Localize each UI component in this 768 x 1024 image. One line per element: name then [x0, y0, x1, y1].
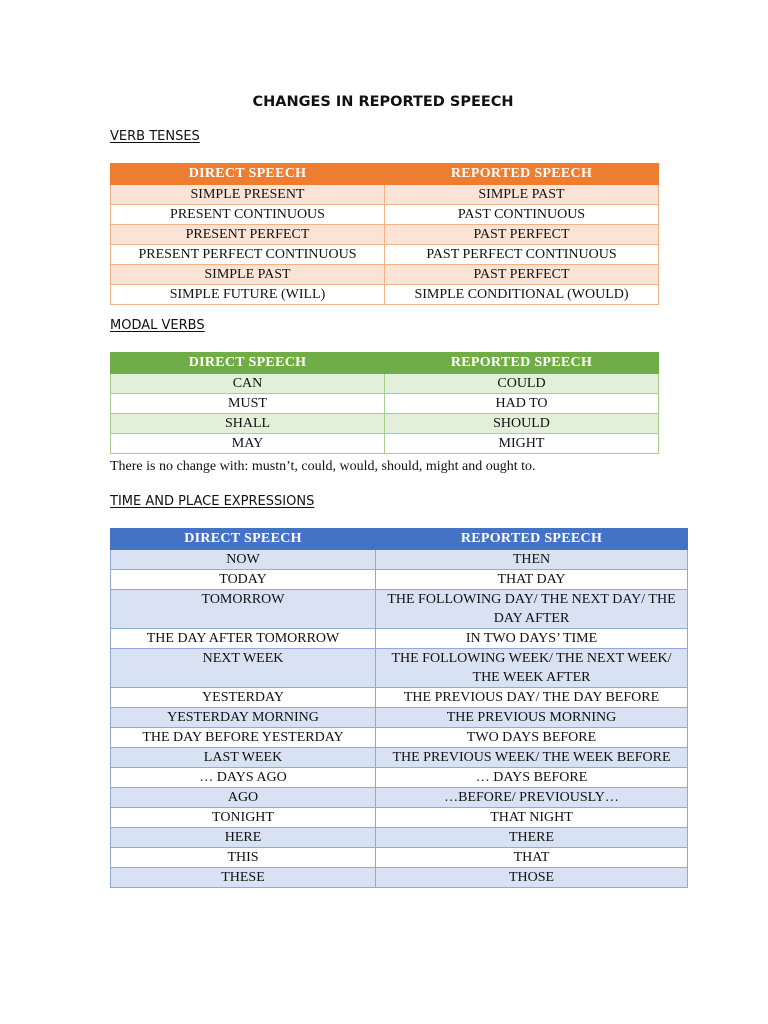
table-row [111, 394, 659, 414]
direct-cell: SIMPLE PRESENT [111, 185, 385, 205]
reported-cell: PAST PERFECT CONTINUOUS [385, 245, 659, 265]
reported-cell: THERE [376, 828, 688, 848]
table-row [111, 374, 659, 394]
column-header-direct: DIRECT SPEECH [111, 529, 376, 550]
table-row [111, 688, 688, 708]
column-header-reported: REPORTED SPEECH [385, 353, 659, 374]
table-row [111, 205, 659, 225]
table-header-row [111, 529, 688, 550]
direct-cell: TODAY [111, 570, 376, 590]
direct-cell: MUST [111, 394, 385, 414]
reported-cell: THAT DAY [376, 570, 688, 590]
reported-cell: PAST PERFECT [385, 225, 659, 245]
table-header-row [111, 164, 659, 185]
direct-cell: PRESENT PERFECT [111, 225, 385, 245]
direct-cell: TONIGHT [111, 808, 376, 828]
direct-cell: PRESENT PERFECT CONTINUOUS [111, 245, 385, 265]
time-place-table [110, 528, 688, 888]
table-row [111, 708, 688, 728]
table-row [111, 225, 659, 245]
direct-cell: NEXT WEEK [111, 649, 376, 688]
table-row [111, 868, 688, 888]
reported-cell: IN TWO DAYS’ TIME [376, 629, 688, 649]
table-row [111, 788, 688, 808]
direct-cell: THIS [111, 848, 376, 868]
direct-cell: SIMPLE PAST [111, 265, 385, 285]
table-row [111, 848, 688, 868]
table-row [111, 550, 688, 570]
table-row [111, 748, 688, 768]
direct-cell: LAST WEEK [111, 748, 376, 768]
table-row [111, 590, 688, 629]
direct-cell: TOMORROW [111, 590, 376, 629]
reported-cell: COULD [385, 374, 659, 394]
table-row [111, 265, 659, 285]
reported-cell: THAT [376, 848, 688, 868]
table-row [111, 185, 659, 205]
modal-note: There is no change with: mustn’t, could, would, should, might and ought to. [110, 459, 536, 474]
reported-cell: THE PREVIOUS DAY/ THE DAY BEFORE [376, 688, 688, 708]
column-header-reported: REPORTED SPEECH [376, 529, 688, 550]
table-row [111, 570, 688, 590]
direct-cell: THE DAY BEFORE YESTERDAY [111, 728, 376, 748]
direct-cell: NOW [111, 550, 376, 570]
page-title: CHANGES IN REPORTED SPEECH [252, 94, 514, 110]
column-header-reported: REPORTED SPEECH [385, 164, 659, 185]
direct-cell: YESTERDAY MORNING [111, 708, 376, 728]
modal-verbs-table [110, 352, 659, 454]
direct-cell: MAY [111, 434, 385, 454]
table-row [111, 414, 659, 434]
reported-cell: THE PREVIOUS MORNING [376, 708, 688, 728]
modal-verbs-heading: MODAL VERBS [110, 318, 205, 333]
table-row [111, 434, 659, 454]
reported-cell: THE FOLLOWING DAY/ THE NEXT DAY/ THE DAY AFTER [376, 590, 688, 629]
table-row [111, 629, 688, 649]
table-row [111, 245, 659, 265]
table-header-row [111, 353, 659, 374]
reported-cell: …BEFORE/ PREVIOUSLY… [376, 788, 688, 808]
verb-tenses-heading: VERB TENSES [110, 129, 200, 144]
direct-cell: … DAYS AGO [111, 768, 376, 788]
reported-cell: MIGHT [385, 434, 659, 454]
reported-cell: THEN [376, 550, 688, 570]
direct-cell: SHALL [111, 414, 385, 434]
direct-cell: CAN [111, 374, 385, 394]
direct-cell: SIMPLE FUTURE (WILL) [111, 285, 385, 305]
reported-cell: THAT NIGHT [376, 808, 688, 828]
reported-cell: THE PREVIOUS WEEK/ THE WEEK BEFORE [376, 748, 688, 768]
direct-cell: THE DAY AFTER TOMORROW [111, 629, 376, 649]
direct-cell: PRESENT CONTINUOUS [111, 205, 385, 225]
table-row [111, 649, 688, 688]
table-row [111, 728, 688, 748]
reported-cell: PAST PERFECT [385, 265, 659, 285]
reported-cell: PAST CONTINUOUS [385, 205, 659, 225]
reported-cell: THE FOLLOWING WEEK/ THE NEXT WEEK/ THE WEEK AFTER [376, 649, 688, 688]
direct-cell: AGO [111, 788, 376, 808]
reported-cell: SHOULD [385, 414, 659, 434]
reported-cell: … DAYS BEFORE [376, 768, 688, 788]
verb-tenses-table [110, 163, 659, 305]
reported-cell: THOSE [376, 868, 688, 888]
reported-cell: HAD TO [385, 394, 659, 414]
direct-cell: HERE [111, 828, 376, 848]
reported-cell: SIMPLE PAST [385, 185, 659, 205]
column-header-direct: DIRECT SPEECH [111, 353, 385, 374]
time-place-heading: TIME AND PLACE EXPRESSIONS [110, 494, 315, 509]
column-header-direct: DIRECT SPEECH [111, 164, 385, 185]
table-row [111, 828, 688, 848]
table-row [111, 808, 688, 828]
reported-cell: SIMPLE CONDITIONAL (WOULD) [385, 285, 659, 305]
table-row [111, 285, 659, 305]
table-row [111, 768, 688, 788]
direct-cell: THESE [111, 868, 376, 888]
reported-cell: TWO DAYS BEFORE [376, 728, 688, 748]
direct-cell: YESTERDAY [111, 688, 376, 708]
